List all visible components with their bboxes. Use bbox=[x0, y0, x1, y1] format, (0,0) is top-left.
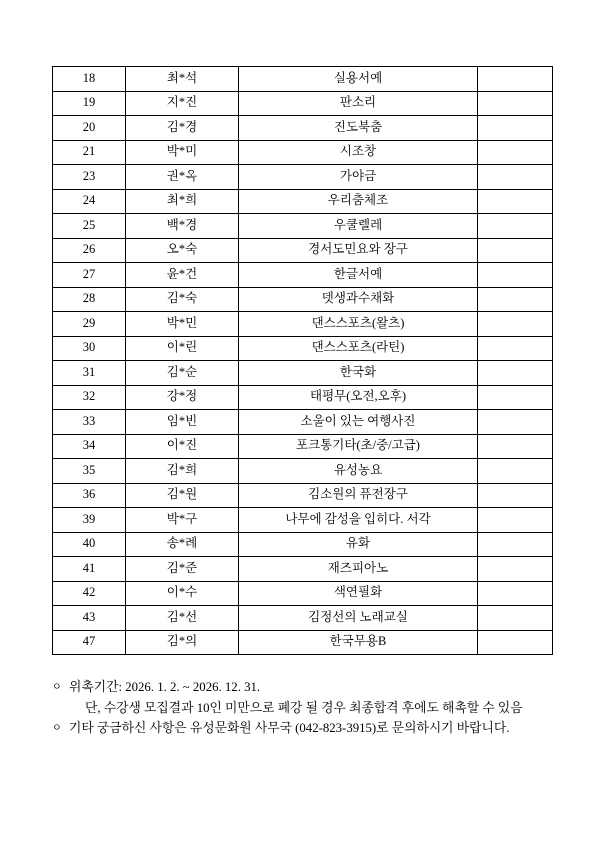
table-row bbox=[53, 434, 553, 459]
cell-blank bbox=[478, 238, 553, 263]
table-row bbox=[53, 459, 553, 484]
notes-section bbox=[52, 677, 548, 739]
table-row bbox=[53, 263, 553, 288]
table-row bbox=[53, 287, 553, 312]
cell-course: 소울이 있는 여행사진 bbox=[239, 410, 478, 435]
cell-name: 김*희 bbox=[126, 459, 239, 484]
table-row bbox=[53, 361, 553, 386]
cell-course: 가야금 bbox=[239, 165, 478, 190]
cell-blank bbox=[478, 140, 553, 165]
cell-name: 김*준 bbox=[126, 557, 239, 582]
cell-course: 포크통기타(초/중/고급) bbox=[239, 434, 478, 459]
cell-no: 40 bbox=[53, 532, 126, 557]
cell-name: 박*미 bbox=[126, 140, 239, 165]
cell-course: 색연필화 bbox=[239, 581, 478, 606]
cell-name: 김*선 bbox=[126, 606, 239, 631]
cell-no: 41 bbox=[53, 557, 126, 582]
cell-course: 한국무용B bbox=[239, 630, 478, 655]
cell-blank bbox=[478, 557, 553, 582]
cell-name: 박*구 bbox=[126, 508, 239, 533]
cell-no: 19 bbox=[53, 91, 126, 116]
note-subtext: 단, 수강생 모집결과 10인 미만으로 폐강 될 경우 최종합격 후에도 해촉할 수 있음 bbox=[85, 700, 523, 715]
cell-blank bbox=[478, 606, 553, 631]
table-row bbox=[53, 410, 553, 435]
cell-blank bbox=[478, 532, 553, 557]
cell-blank bbox=[478, 287, 553, 312]
cell-blank bbox=[478, 508, 553, 533]
cell-course: 유화 bbox=[239, 532, 478, 557]
table-row bbox=[53, 312, 553, 337]
cell-course: 실용서예 bbox=[239, 67, 478, 92]
cell-name: 이*수 bbox=[126, 581, 239, 606]
cell-name: 지*진 bbox=[126, 91, 239, 116]
cell-course: 우쿨렐레 bbox=[239, 214, 478, 239]
cell-no: 43 bbox=[53, 606, 126, 631]
table-row bbox=[53, 336, 553, 361]
cell-blank bbox=[478, 459, 553, 484]
cell-blank bbox=[478, 165, 553, 190]
table-row bbox=[53, 165, 553, 190]
cell-no: 23 bbox=[53, 165, 126, 190]
cell-name: 김*의 bbox=[126, 630, 239, 655]
cell-no: 35 bbox=[53, 459, 126, 484]
cell-course: 우리춤체조 bbox=[239, 189, 478, 214]
cell-name: 권*옥 bbox=[126, 165, 239, 190]
table-row bbox=[53, 508, 553, 533]
table-row bbox=[53, 214, 553, 239]
cell-no: 39 bbox=[53, 508, 126, 533]
cell-no: 33 bbox=[53, 410, 126, 435]
table-row bbox=[53, 238, 553, 263]
cell-no: 18 bbox=[53, 67, 126, 92]
cell-course: 시조창 bbox=[239, 140, 478, 165]
note-item-period bbox=[52, 677, 548, 698]
cell-no: 47 bbox=[53, 630, 126, 655]
cell-no: 27 bbox=[53, 263, 126, 288]
cell-blank bbox=[478, 189, 553, 214]
cell-course: 한국화 bbox=[239, 361, 478, 386]
cell-course: 태평무(오전,오후) bbox=[239, 385, 478, 410]
cell-blank bbox=[478, 483, 553, 508]
cell-name: 강*정 bbox=[126, 385, 239, 410]
cell-no: 25 bbox=[53, 214, 126, 239]
cell-course: 뎃생과수채화 bbox=[239, 287, 478, 312]
cell-name: 백*경 bbox=[126, 214, 239, 239]
cell-blank bbox=[478, 581, 553, 606]
cell-course: 경서도민요와 장구 bbox=[239, 238, 478, 263]
table-row bbox=[53, 557, 553, 582]
bullet-icon: ㅇ bbox=[52, 723, 62, 735]
roster-table-body bbox=[53, 67, 553, 655]
cell-name: 김*경 bbox=[126, 116, 239, 141]
cell-blank bbox=[478, 434, 553, 459]
cell-no: 24 bbox=[53, 189, 126, 214]
cell-blank bbox=[478, 361, 553, 386]
cell-course: 유성농요 bbox=[239, 459, 478, 484]
cell-blank bbox=[478, 67, 553, 92]
note-period-text: 위촉기간: 2026. 1. 2. ~ 2026. 12. 31. bbox=[69, 680, 261, 694]
bullet-icon: ㅇ bbox=[52, 682, 62, 693]
table-row bbox=[53, 606, 553, 631]
cell-no: 30 bbox=[53, 336, 126, 361]
cell-course: 김정선의 노래교실 bbox=[239, 606, 478, 631]
cell-no: 42 bbox=[53, 581, 126, 606]
cell-no: 31 bbox=[53, 361, 126, 386]
cell-name: 오*숙 bbox=[126, 238, 239, 263]
table-row bbox=[53, 91, 553, 116]
table-row bbox=[53, 581, 553, 606]
cell-name: 이*린 bbox=[126, 336, 239, 361]
cell-blank bbox=[478, 91, 553, 116]
cell-no: 21 bbox=[53, 140, 126, 165]
cell-blank bbox=[478, 116, 553, 141]
cell-blank bbox=[478, 312, 553, 337]
note-item-contact bbox=[52, 718, 548, 739]
cell-name: 김*순 bbox=[126, 361, 239, 386]
cell-name: 임*빈 bbox=[126, 410, 239, 435]
cell-course: 댄스스포츠(라틴) bbox=[239, 336, 478, 361]
table-row bbox=[53, 630, 553, 655]
cell-blank bbox=[478, 263, 553, 288]
cell-no: 20 bbox=[53, 116, 126, 141]
cell-course: 진도북춤 bbox=[239, 116, 478, 141]
cell-blank bbox=[478, 214, 553, 239]
cell-name: 이*진 bbox=[126, 434, 239, 459]
cell-course: 댄스스포츠(왈츠) bbox=[239, 312, 478, 337]
cell-blank bbox=[478, 630, 553, 655]
cell-course: 재즈피아노 bbox=[239, 557, 478, 582]
cell-name: 김*숙 bbox=[126, 287, 239, 312]
cell-name: 윤*건 bbox=[126, 263, 239, 288]
table-row bbox=[53, 189, 553, 214]
table-row bbox=[53, 483, 553, 508]
cell-course: 한글서예 bbox=[239, 263, 478, 288]
cell-course: 판소리 bbox=[239, 91, 478, 116]
table-row bbox=[53, 67, 553, 92]
cell-no: 26 bbox=[53, 238, 126, 263]
cell-blank bbox=[478, 385, 553, 410]
roster-table bbox=[52, 66, 553, 655]
cell-course: 김소원의 퓨전장구 bbox=[239, 483, 478, 508]
table-row bbox=[53, 532, 553, 557]
cell-no: 34 bbox=[53, 434, 126, 459]
cell-blank bbox=[478, 336, 553, 361]
cell-name: 김*원 bbox=[126, 483, 239, 508]
cell-course: 나무에 감성을 입히다. 서각 bbox=[239, 508, 478, 533]
cell-blank bbox=[478, 410, 553, 435]
cell-name: 송*례 bbox=[126, 532, 239, 557]
table-row bbox=[53, 116, 553, 141]
cell-no: 36 bbox=[53, 483, 126, 508]
cell-no: 28 bbox=[53, 287, 126, 312]
cell-name: 최*석 bbox=[126, 67, 239, 92]
cell-no: 32 bbox=[53, 385, 126, 410]
table-row bbox=[53, 140, 553, 165]
table-row bbox=[53, 385, 553, 410]
cell-name: 박*민 bbox=[126, 312, 239, 337]
cell-name: 최*희 bbox=[126, 189, 239, 214]
note-contact-text: 기타 궁금하신 사항은 유성문화원 사무국 (042-823-3915)로 문의하시기 바랍니다. bbox=[69, 721, 510, 736]
cell-no: 29 bbox=[53, 312, 126, 337]
